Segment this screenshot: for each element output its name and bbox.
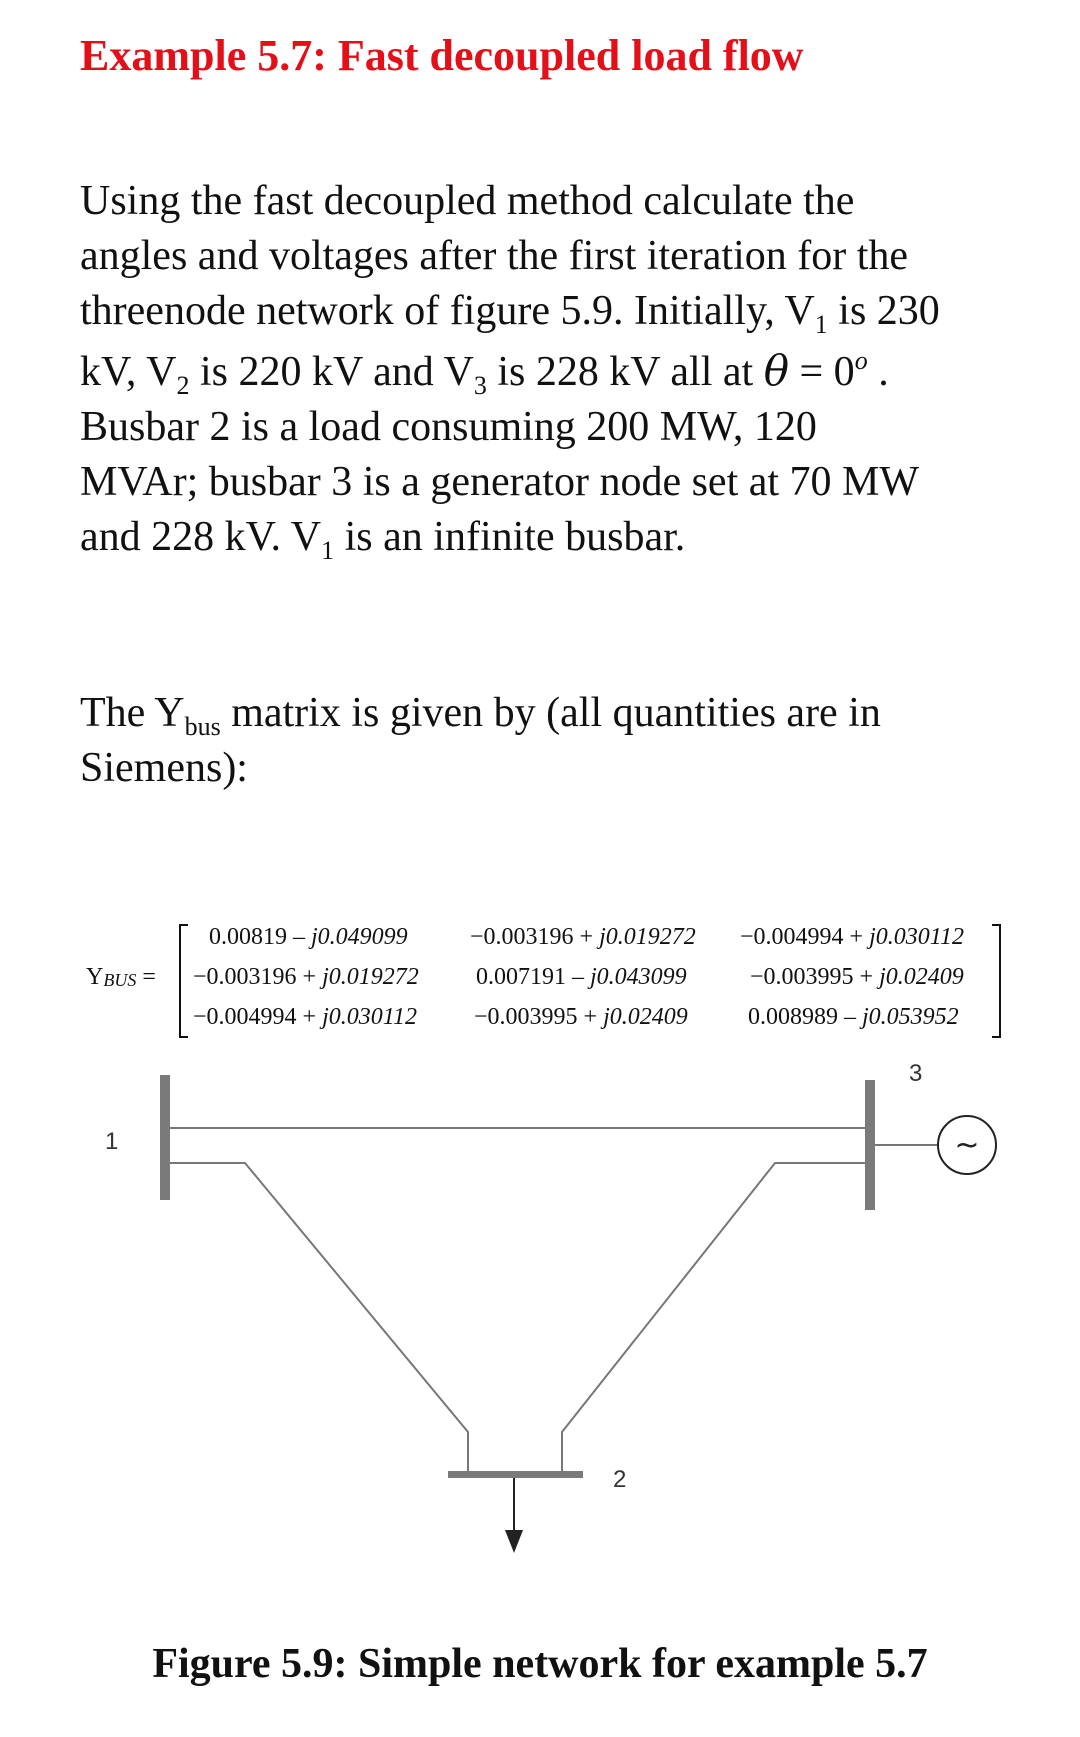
problem-line-4: kV, $V_2$ is 220 kV and $V_3$ is 228 kV all at $\theta = 0^o$ . <box>80 346 889 400</box>
bus3-bar <box>865 1080 875 1210</box>
ybus-intro-line-2: Siemens): <box>80 745 248 791</box>
line-1-2 <box>170 1163 468 1471</box>
matrix-cell-2-2: 0.007191 – j0.043099 <box>476 964 687 990</box>
problem-line-6: MVAr; busbar 3 is a generator node set at 70 MW <box>80 459 920 505</box>
matrix-cell-3-3: 0.008989 – j0.053952 <box>748 1004 959 1030</box>
matrix-cell-1-3: −0.004994 + j0.030112 <box>740 924 964 950</box>
matrix-cell-3-2: −0.003995 + j0.02409 <box>474 1004 688 1030</box>
theta-symbol: θ <box>763 346 789 395</box>
problem-line-5: Busbar 2 is a load consuming 200 MW, 120 <box>80 404 817 450</box>
figure-caption: Figure 5.9: Simple network for example 5.7 <box>152 1641 928 1687</box>
problem-line-3: threenode network of figure 5.9. Initially, $V_1$ is 230 <box>80 288 940 339</box>
bus2-label: 2 <box>613 1466 627 1493</box>
matrix-cell-1-1: 0.00819 – j0.049099 <box>209 924 408 950</box>
matrix-cell-1-2: −0.003196 + j0.019272 <box>470 924 696 950</box>
left-bracket <box>180 925 188 1037</box>
matrix-cell-2-1: −0.003196 + j0.019272 <box>193 964 419 990</box>
example-title: Example 5.7: Fast decoupled load flow <box>80 31 804 80</box>
bus3-label: 3 <box>909 1060 923 1087</box>
load-arrow <box>505 1478 523 1553</box>
ybus-label: $Y_{BUS}$ = <box>86 964 156 990</box>
right-bracket <box>992 925 1000 1037</box>
problem-line-2: angles and voltages after the first iteration for the <box>80 233 909 279</box>
line-3-2 <box>562 1163 865 1471</box>
generator-tilde: ~ <box>954 1128 980 1163</box>
problem-line-7: and 228 kV. $V_1$ is an infinite busbar. <box>80 514 686 565</box>
matrix-cell-3-1: −0.004994 + j0.030112 <box>193 1004 417 1030</box>
bus1-bar <box>160 1075 170 1200</box>
matrix-cell-2-3: −0.003995 + j0.02409 <box>750 964 964 990</box>
problem-line-1: Using the fast decoupled method calculate the <box>80 178 855 224</box>
bus1-label: 1 <box>105 1128 119 1155</box>
network-diagram <box>160 1075 996 1478</box>
ybus-intro-line-1: The $Y_{bus}$ matrix is given by (all quantities are in <box>80 690 881 741</box>
bus2-bar <box>448 1471 583 1478</box>
